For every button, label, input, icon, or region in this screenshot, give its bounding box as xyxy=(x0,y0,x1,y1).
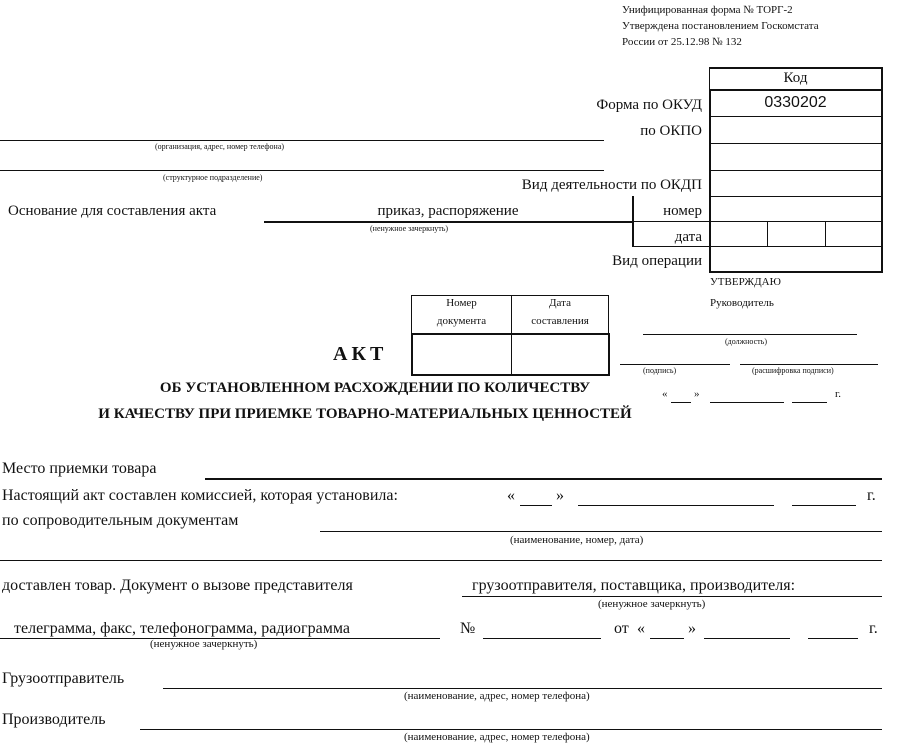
decoding-caption: (расшифровка подписи) xyxy=(752,366,834,375)
department-line[interactable] xyxy=(0,170,604,171)
telegram-quote-open: « xyxy=(637,620,645,637)
basis-label: Основание для составления акта xyxy=(8,203,217,219)
doc-date-header-1: Дата xyxy=(549,297,571,309)
position-caption: (должность) xyxy=(725,337,767,346)
doc-number-header-1: Номер xyxy=(446,297,477,309)
place-label: Место приемки товара xyxy=(2,460,157,477)
manufacturer-line[interactable] xyxy=(140,729,882,730)
shipper-line[interactable] xyxy=(163,688,882,689)
approve-day-line[interactable] xyxy=(671,402,691,403)
manufacturer-caption: (наименование, адрес, номер телефона) xyxy=(404,731,590,743)
okud-code-value: 0330202 xyxy=(764,94,827,111)
basis-value: приказ, распоряжение xyxy=(377,203,519,219)
form-header-line-1: Унифицированная форма № ТОРГ-2 xyxy=(622,4,793,16)
act-title: АКТ xyxy=(333,343,388,365)
organization-line[interactable] xyxy=(0,140,604,141)
approve-month-line[interactable] xyxy=(710,402,784,403)
telegram-options: телеграмма, факс, телефонограмма, радиограмма xyxy=(14,620,350,637)
telegram-number-line[interactable] xyxy=(483,638,601,639)
signature-line[interactable] xyxy=(620,364,730,365)
from-label: от xyxy=(614,620,629,637)
doc-number-header-2: документа xyxy=(436,315,487,327)
number-sign: № xyxy=(460,620,476,637)
sender-caption: (ненужное зачеркнуть) xyxy=(598,598,706,610)
approve-role: Руководитель xyxy=(710,297,774,309)
delivered-label: доставлен товар. Документ о вызове представителя xyxy=(2,577,353,594)
telegram-month-line[interactable] xyxy=(704,638,790,639)
number-label: номер xyxy=(663,203,702,219)
telegram-year-suffix: г. xyxy=(869,620,878,637)
act-subtitle-1: ОБ УСТАНОВЛЕННОМ РАСХОЖДЕНИИ ПО КОЛИЧЕСТВУ xyxy=(159,380,591,396)
form-header-line-3: России от 25.12.98 № 132 xyxy=(622,36,742,48)
position-line[interactable] xyxy=(643,334,857,335)
docs-label: по сопроводительным документам xyxy=(2,512,239,529)
act-subtitle-2: И КАЧЕСТВУ ПРИ ПРИЕМКЕ ТОВАРНО-МАТЕРИАЛЬНЫХ ЦЕННОСТЕЙ xyxy=(98,406,632,422)
organization-caption: (организация, адрес, номер телефона) xyxy=(155,142,285,151)
approve-year-line[interactable] xyxy=(792,402,827,403)
okpo-label: по ОКПО xyxy=(640,123,702,139)
approve-year-suffix: г. xyxy=(835,388,842,400)
commission-day-line[interactable] xyxy=(520,505,552,506)
docs-line[interactable] xyxy=(320,531,882,532)
department-caption: (структурное подразделение) xyxy=(163,173,263,182)
doc-date-header-2: составления xyxy=(531,315,589,327)
okud-label: Форма по ОКУД xyxy=(596,97,702,113)
date-label: дата xyxy=(674,229,702,245)
sender-line[interactable] xyxy=(462,596,882,597)
commission-quote-open: « xyxy=(507,487,515,504)
shipper-label: Грузоотправитель xyxy=(2,670,125,687)
commission-year-suffix: г. xyxy=(867,487,876,504)
commission-label: Настоящий акт составлен комиссией, которая установила: xyxy=(2,487,398,504)
sender-options: грузоотправителя, поставщика, производителя: xyxy=(472,577,796,594)
approve-quote-open: « xyxy=(662,388,668,400)
place-line[interactable] xyxy=(205,478,882,480)
manufacturer-label: Производитель xyxy=(2,711,106,728)
telegram-caption: (ненужное зачеркнуть) xyxy=(150,638,258,650)
approve-title: УТВЕРЖДАЮ xyxy=(710,276,781,288)
telegram-year-line[interactable] xyxy=(808,638,858,639)
docs-continuation-line[interactable] xyxy=(0,560,882,561)
telegram-day-line[interactable] xyxy=(650,638,684,639)
telegram-quote-close: » xyxy=(688,620,696,637)
shipper-caption: (наименование, адрес, номер телефона) xyxy=(404,690,590,702)
basis-caption: (ненужное зачеркнуть) xyxy=(370,224,449,233)
commission-year-line[interactable] xyxy=(792,505,856,506)
docs-caption: (наименование, номер, дата) xyxy=(510,534,644,546)
form-header-line-2: Утверждена постановлением Госкомстата xyxy=(622,20,819,32)
approve-quote-close: » xyxy=(694,388,700,400)
okdp-label: Вид деятельности по ОКДП xyxy=(521,177,702,193)
code-title: Код xyxy=(783,70,808,86)
operation-label: Вид операции xyxy=(612,253,702,269)
decoding-line[interactable] xyxy=(740,364,878,365)
signature-caption: (подпись) xyxy=(643,366,677,375)
commission-quote-close: » xyxy=(556,487,564,504)
basis-line[interactable] xyxy=(264,221,632,223)
commission-month-line[interactable] xyxy=(578,505,774,506)
